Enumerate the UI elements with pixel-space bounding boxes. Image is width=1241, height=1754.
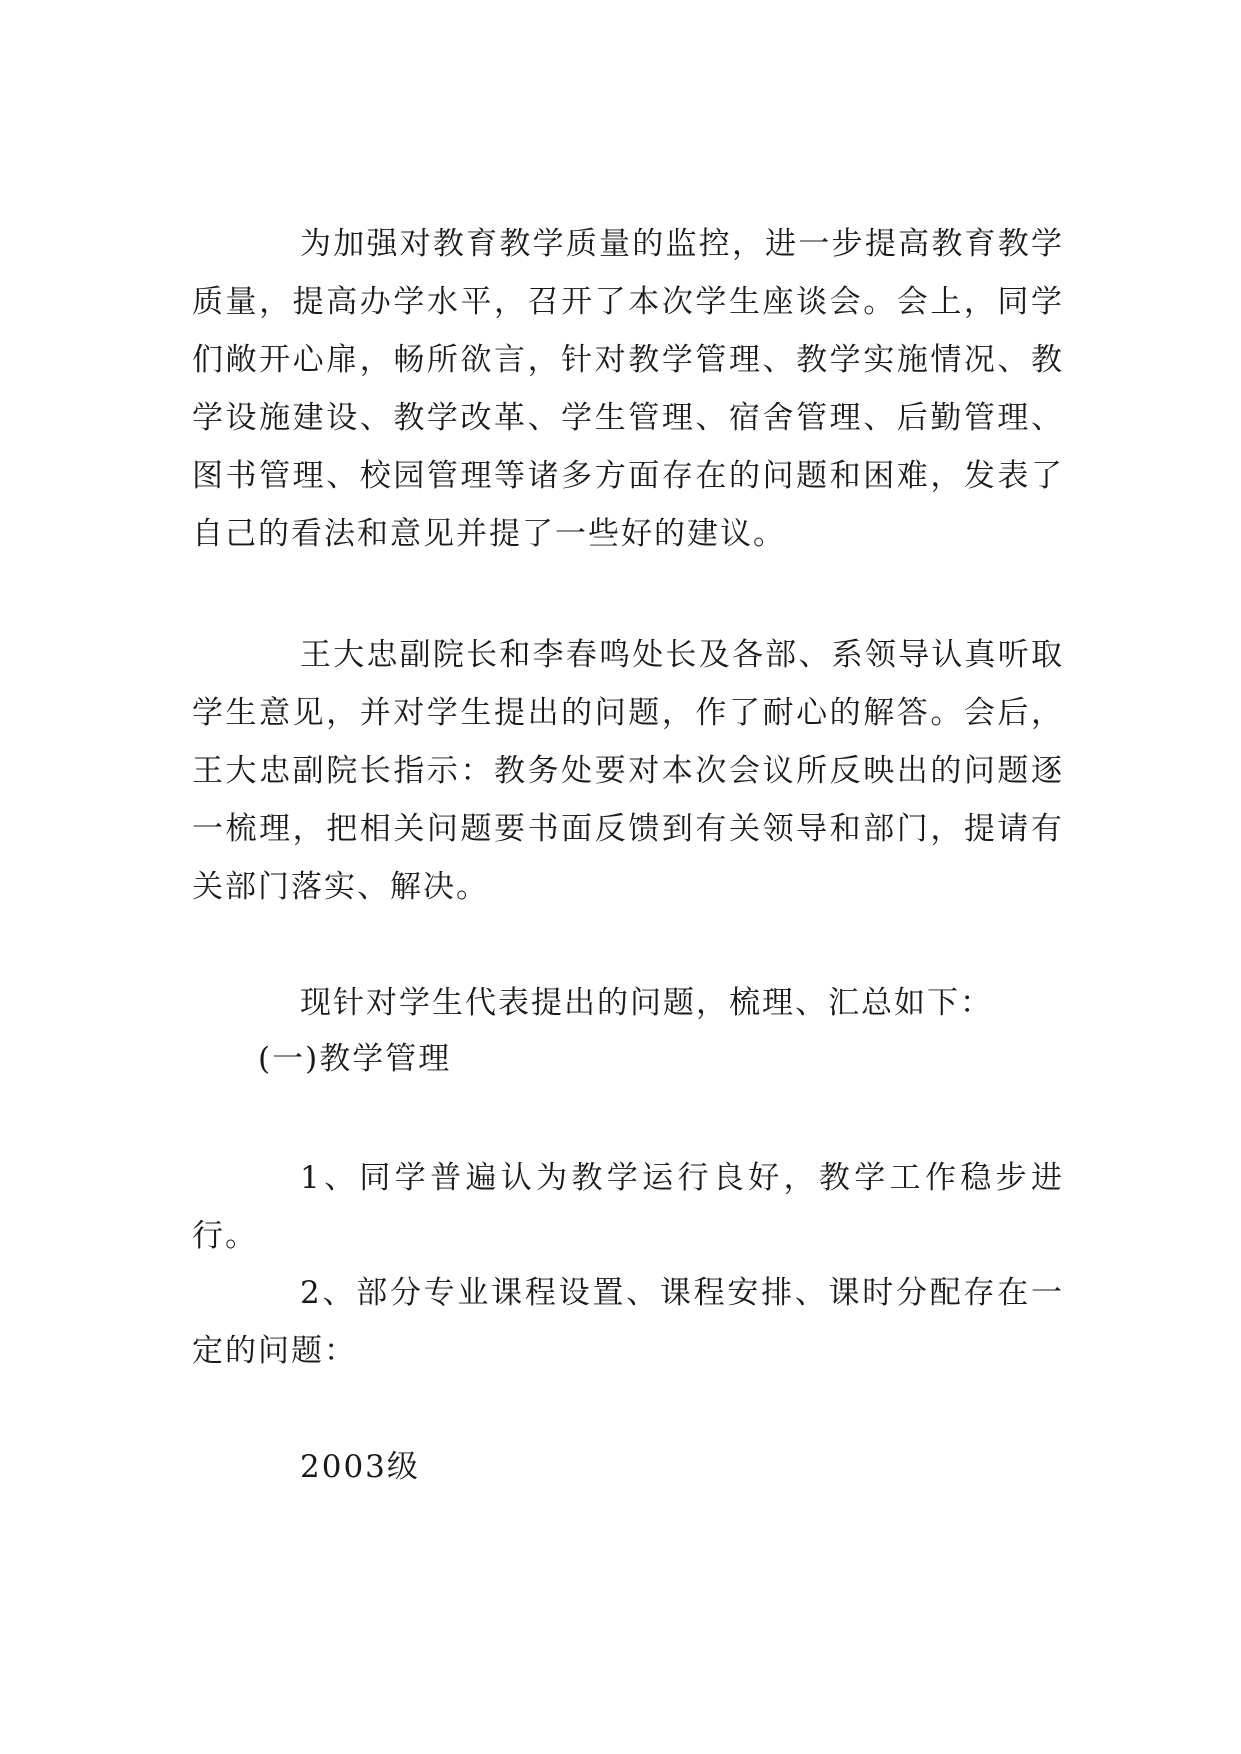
paragraph-leader-response: 王大忠副院长和李春鸣处长及各部、系领导认真听取学生意见，并对学生提出的问题，作了耐心的解答。会后，王大忠副院长指示：教务处要对本次会议所反映出的问题逐一梳理，把相关问题要书面反馈到有关领导和部门，提请有关部门落实、解决。 bbox=[192, 637, 1064, 905]
paragraph-summary-lead: 现针对学生代表提出的问题，梳理、汇总如下： bbox=[300, 985, 993, 1021]
paragraph-grade-2003: 2003级 bbox=[300, 1449, 420, 1485]
paragraph-intro: 为加强对教育教学质量的监控，进一步提高教育教学质量，提高办学水平，召开了本次学生座谈会。会上，同学们敞开心扉，畅所欲言，针对教学管理、教学实施情况、教学设施建设、教学改革、学生管理、宿舍管理、后勤管理、图书管理、校园管理等诸多方面存在的问题和困难，发表了自己的看法和意见并提了一些好的建议。 bbox=[192, 226, 1064, 552]
section-heading-teaching-management: (一)教学管理 bbox=[258, 1041, 452, 1077]
list-item-2: 2、部分专业课程设置、课程安排、课时分配存在一定的问题： bbox=[192, 1275, 1064, 1369]
list-item-1: 1、同学普遍认为教学运行良好，教学工作稳步进行。 bbox=[192, 1160, 1064, 1254]
